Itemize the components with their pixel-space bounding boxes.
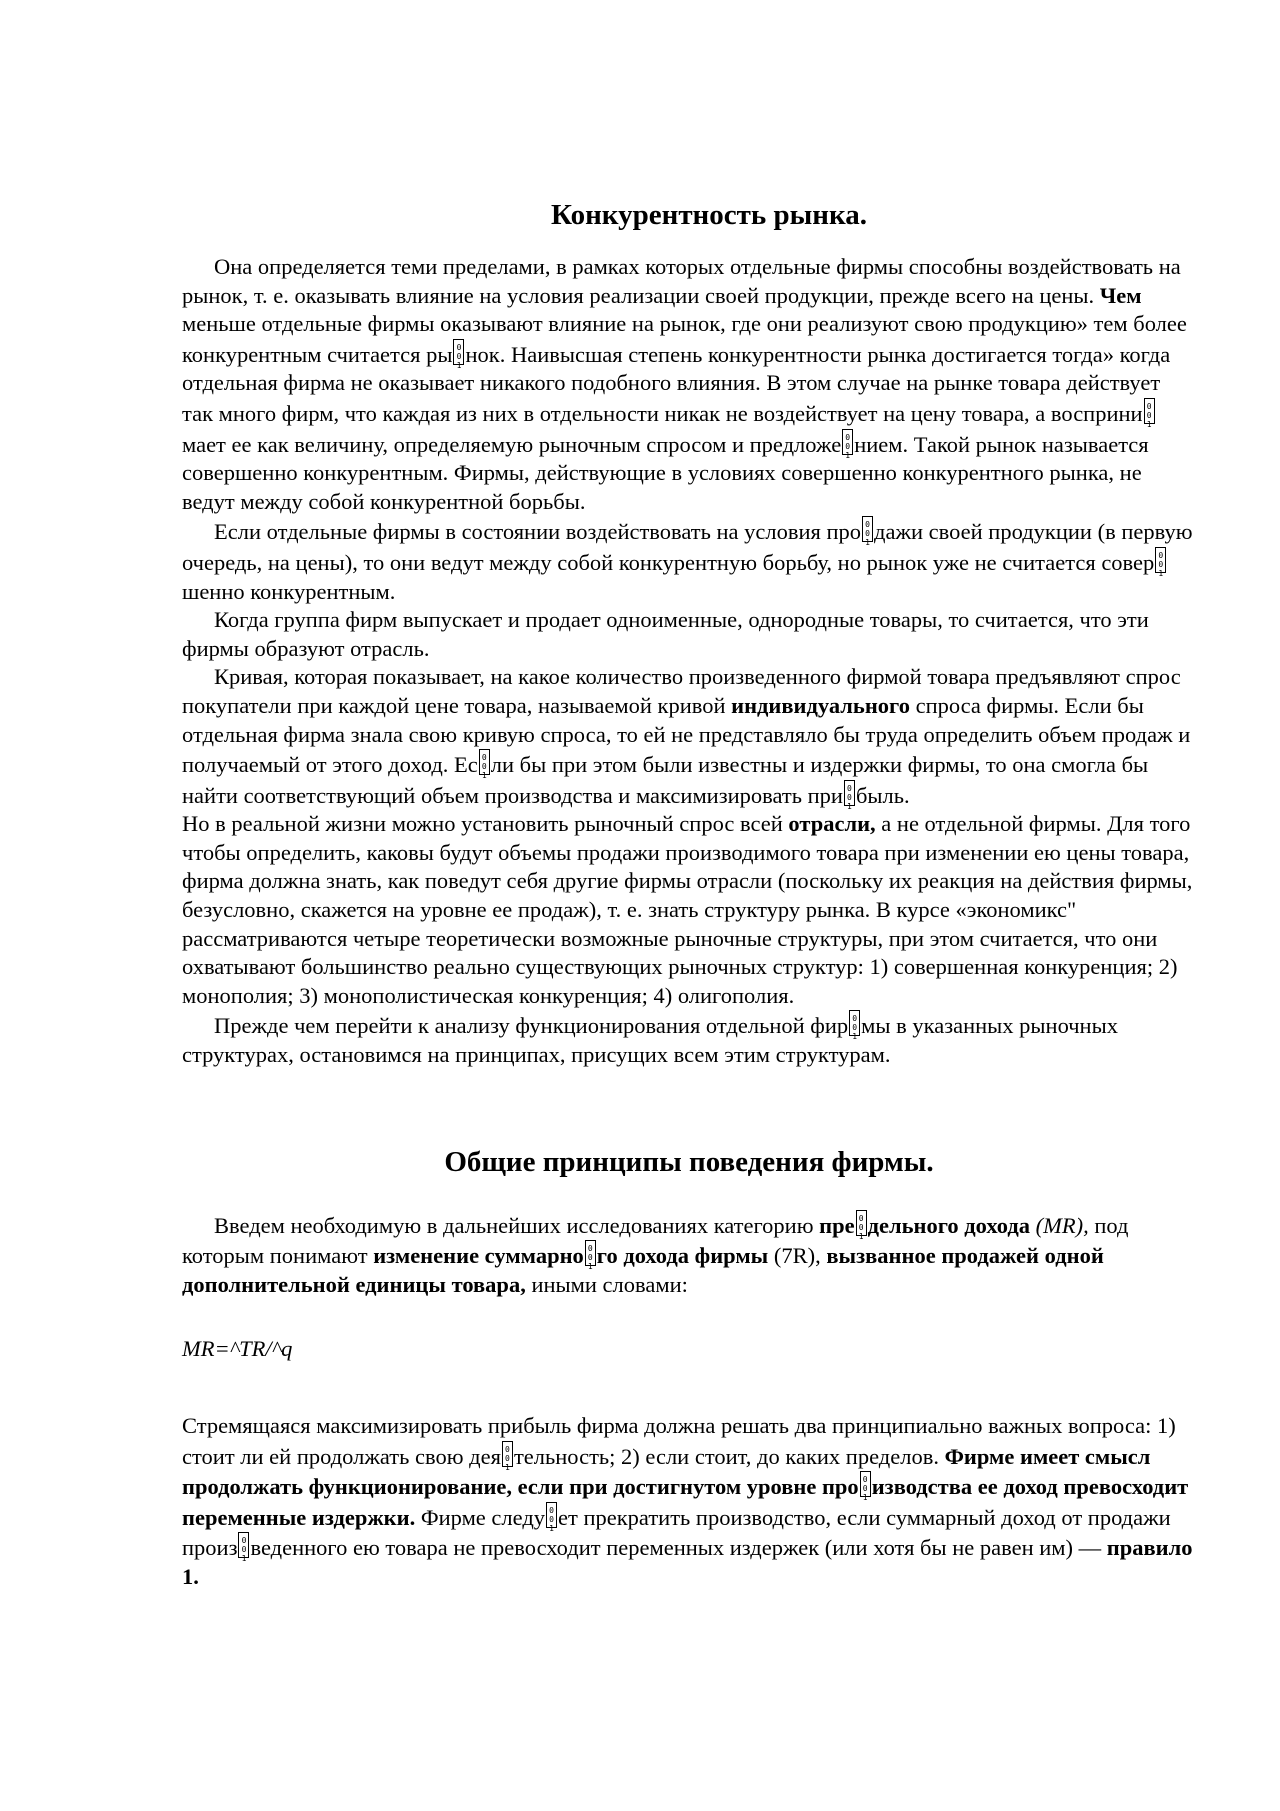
bold-run: го дохода фирмы <box>596 1243 769 1269</box>
missing-glyph-icon: 0 0 1 <box>849 1010 860 1036</box>
bold-run: изводства ее доход превосходит переменные издержки. <box>182 1474 1189 1530</box>
bold-run: индивидуального <box>731 692 910 718</box>
section-title-firm-behavior-principles: Общие принципы поведения фирмы. <box>444 1145 934 1178</box>
text-run: Она определяется теми пределами, в рамках которых отдельные фирмы способны воздействовать на рынок, т. е. оказывать влияние на условия реализации своей продукции, прежде всего на цены. <box>182 254 1181 308</box>
missing-glyph-icon: 0 0 1 <box>860 1471 871 1497</box>
paragraph-industry-definition: Когда группа фирм выпускает и продает одноименные, однородные товары, то считается, что эти фирмы образуют отрасль. <box>182 607 1149 661</box>
text-run: веденного ею товара не превосходит переменных издержек (или хотя бы не равен им) — <box>250 1535 1107 1561</box>
bold-run: изменение суммарно <box>373 1243 584 1269</box>
text-run: Прежде чем перейти к анализу функционирования отдельной фир <box>214 1013 849 1039</box>
missing-glyph-icon: 0 0 1 <box>585 1240 596 1266</box>
bold-run: правило 1. <box>182 1535 1193 1589</box>
text-run: Стремящаяся максимизировать прибыль фирма должна решать два принципиально важных вопроса: 1) стоит ли ей продолжать свою дея <box>182 1413 1176 1469</box>
text-run: Введем необходимую в дальнейших исследованиях категорию <box>214 1212 820 1238</box>
text-run: а не отдельной фирмы. Для того чтобы определить, каковы будут объемы продажи производимого товара при изменении ею цены товара, фирма должна знать, как поведут себя другие фирмы отрасли (поскольку их реакция на действия фирмы, безусловно, скажется на уровне ее продаж), т. е. знать структуру рынка. В курсе «экономикс" рассматриваются четыре теоретически возможные рыночные структуры, при этом считается, что они охватывают большинство реально существующих рыночных структур: 1) совершенная конкуренция; 2) монополия; 3) монополистическая конкуренция; 4) олигополия. <box>182 811 1193 1008</box>
paragraph-competitiveness-definition <box>182 253 1196 516</box>
text-run: нок. Наивысшая степень конкурентности рынка достигается тогда» когда отдельная фирма не оказывает никакого подобного влияния. В этом случае на рынке товара действует так много фирм, что каждая из них в отдельности никак не воздействует на цену товара, а восприни <box>182 341 1171 426</box>
text-run: иными словами: <box>525 1271 688 1297</box>
text-run: ет прекратить производство, если суммарный доход от продажи произ <box>182 1504 1171 1561</box>
text-run: шенно конкурентным. <box>182 578 396 604</box>
missing-glyph-icon: 0 0 1 <box>1155 547 1166 573</box>
text-run: спроса фирмы. Если бы отдельная фирма знала свою кривую спроса, то ей не представляло бы труда определить объем продаж и получаемый от этого доход. Ес <box>182 692 1191 778</box>
document-body <box>182 195 1196 1592</box>
paragraph-market-structures <box>182 810 1196 1010</box>
section-title-market-competitiveness: Конкурентность рынка. <box>551 199 867 231</box>
text-run: тельность; 2) если стоит, до каких пределов. <box>513 1443 945 1469</box>
formula-marginal-revenue <box>182 1335 1196 1364</box>
text-run: мы в указанных рыночных структурах, остановимся на принципах, присущих всем этим структурам. <box>182 1013 1118 1068</box>
text-run: ли бы при этом были известны и издержки фирмы, то она смогла бы найти соответствующий объем производства и максимизировать при <box>182 752 1149 808</box>
text-run: быль. <box>855 782 910 808</box>
text-run: под которым понимают <box>182 1212 1129 1269</box>
bold-run: Чем <box>1099 282 1142 308</box>
text-run: (7R), <box>768 1243 827 1269</box>
missing-glyph-icon: 0 0 1 <box>842 429 853 455</box>
missing-glyph-icon: 0 0 1 <box>479 749 490 775</box>
bold-run: Фирме имеет смысл продолжать функционирование, если при достигнутом уровне про <box>182 1443 1151 1500</box>
missing-glyph-icon: 0 0 1 <box>502 1441 513 1467</box>
bold-run: пре <box>819 1212 855 1238</box>
paragraph-transition <box>182 1010 1196 1069</box>
missing-glyph-icon: 0 0 1 <box>238 1532 249 1558</box>
bold-run: дельного дохода <box>867 1212 1030 1238</box>
missing-glyph-icon: 0 0 1 <box>546 1502 557 1528</box>
paragraph-competitive-struggle <box>182 516 1196 606</box>
missing-glyph-icon: 0 0 1 <box>1144 398 1155 424</box>
text-run: Но в реальной жизни можно установить рыночный спрос всей <box>182 811 789 837</box>
text-run: Кривая, которая показывает, на какое количество произведенного фирмой товара предъявляют спрос покупатели при каждой цене товара, называемой кривой <box>182 664 1181 718</box>
text-run: мает ее как величину, определяемую рыночным спросом и предложе <box>182 431 842 457</box>
text-run: меньше отдельные фирмы оказывают влияние на рынок, где они реализуют свою продукцию» тем более конкурентным считается ры <box>182 311 1187 367</box>
formula-text: MR=^TR/^q <box>182 1336 293 1362</box>
paragraph-demand-curve <box>182 663 1196 810</box>
text-run: дажи своей продукции (в первую очередь, на цены), то они ведут между собой конкурентную борьбу, но рынок уже не считается совер <box>182 519 1193 575</box>
missing-glyph-icon: 0 0 1 <box>862 516 873 542</box>
missing-glyph-icon: 0 0 1 <box>844 780 855 806</box>
bold-run: вызванное продажей одной дополнительной единицы товара, <box>182 1243 1104 1297</box>
paragraph-marginal-revenue <box>182 1210 1196 1300</box>
paragraph-rule-one <box>182 1412 1196 1592</box>
missing-glyph-icon: 0 0 1 <box>453 339 464 365</box>
italic-run: (MR), <box>1035 1212 1089 1238</box>
text-run: Фирме следу <box>415 1504 546 1530</box>
text-run: Если отдельные фирмы в состоянии воздействовать на условия про <box>214 519 862 545</box>
text-run: нием. Такой рынок называется совершенно конкурентным. Фирмы, действующие в условиях совершенно конкурентного рынка, не ведут между собой конкурентной борьбы. <box>182 431 1149 514</box>
bold-run: отрасли, <box>788 811 876 837</box>
missing-glyph-icon: 0 0 1 <box>856 1210 867 1236</box>
